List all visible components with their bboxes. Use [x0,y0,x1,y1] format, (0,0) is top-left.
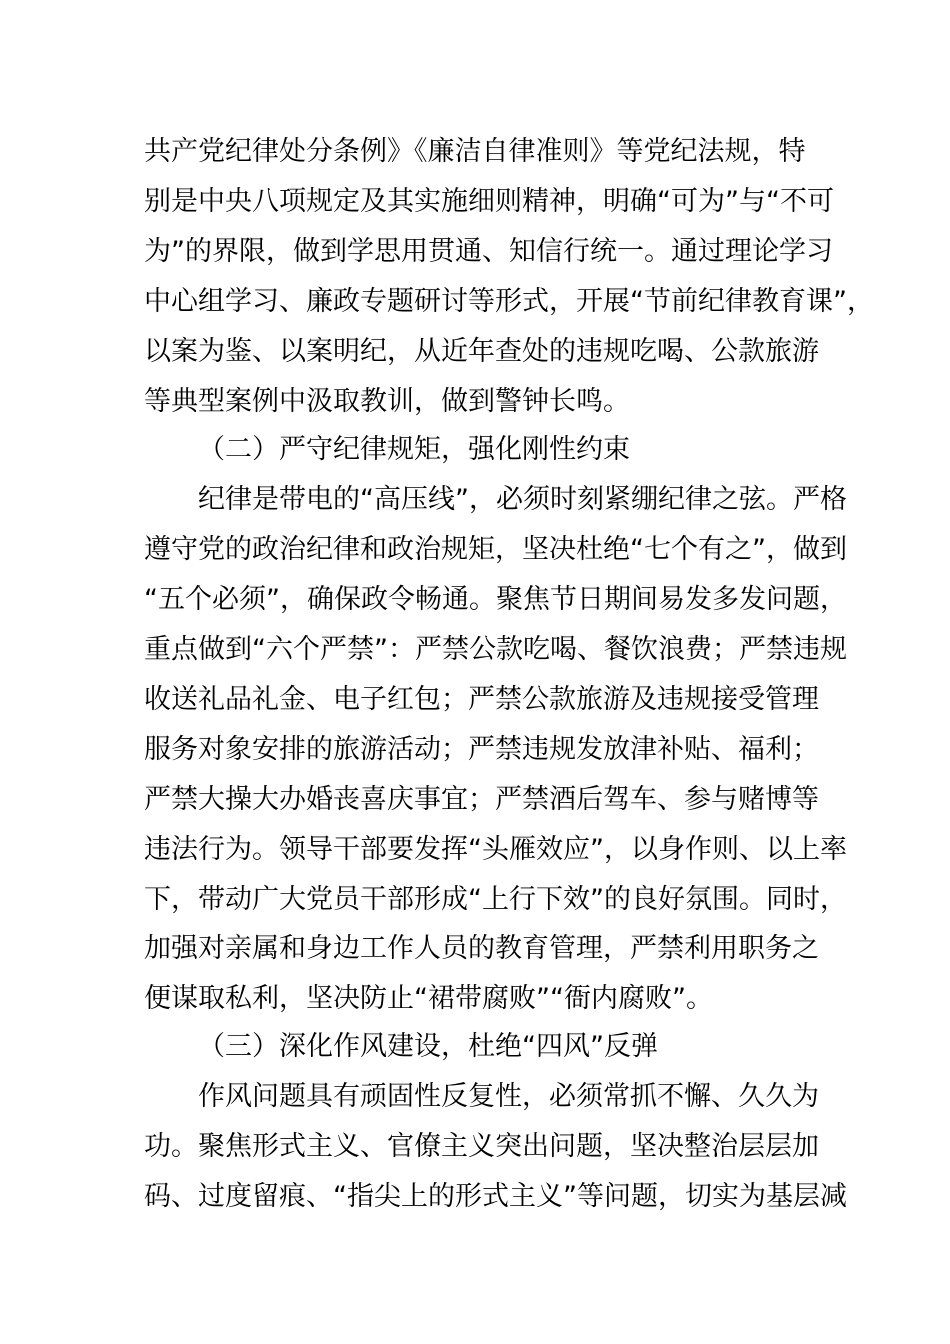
text-line: 便谋取私利，坚决防止“裙带腐败”“衙内腐败”。 [144,983,713,1014]
text-line: 码、过度留痕、“指尖上的形式主义”等问题，切实为基层减 [144,1181,847,1212]
text-line: 收送礼品礼金、电子红包；严禁公款旅游及违规接受管理 [144,684,819,715]
paragraph-first-line: 纪律是带电的“高压线”，必须时刻紧绷纪律之弦。严格 [198,484,847,515]
paragraph-first-line: 作风问题具有顽固性反复性，必须常抓不懈、久久为 [198,1081,819,1112]
text-line: 严禁大操大办婚丧喜庆事宜；严禁酒后驾车、参与赌博等 [144,784,819,815]
text-line: 遵守党的政治纪律和政治规矩，坚决杜绝“七个有之”，做到 [144,534,847,565]
text-line: 中心组学习、廉政专题研讨等形式，开展“节前纪律教育课”， [144,286,874,317]
text-line: 以案为鉴、以案明纪，从近年查处的违规吃喝、公款旅游 [144,336,819,367]
text-line: 共产党纪律处分条例》《廉洁自律准则》等党纪法规，特 [144,136,806,167]
text-line: 等典型案例中汲取教训，做到警钟长鸣。 [144,386,630,417]
text-line: 重点做到“六个严禁”：严禁公款吃喝、餐饮浪费；严禁违规 [144,634,847,665]
text-line: “五个必须”，确保政令畅通。聚焦节日期间易发多发问题， [144,584,847,615]
text-line: 违法行为。领导干部要发挥“头雁效应”，以身作则、以上率 [144,834,847,865]
text-line: 为”的界限，做到学思用贯通、知信行统一。通过理论学习 [144,236,833,267]
section-heading-2: （二）严守纪律规矩，强化刚性约束 [198,434,630,465]
text-line: 服务对象安排的旅游活动；严禁违规发放津补贴、福利； [144,734,819,765]
text-line: 加强对亲属和身边工作人员的教育管理，严禁利用职务之 [144,933,819,964]
text-line: 下，带动广大党员干部形成“上行下效”的良好氛围。同时， [144,884,847,915]
text-line: 功。聚焦形式主义、官僚主义突出问题，坚决整治层层加 [144,1131,819,1162]
section-heading-3: （三）深化作风建设，杜绝“四风”反弹 [198,1031,658,1062]
text-line: 别是中央八项规定及其实施细则精神，明确“可为”与“不可 [144,186,834,217]
